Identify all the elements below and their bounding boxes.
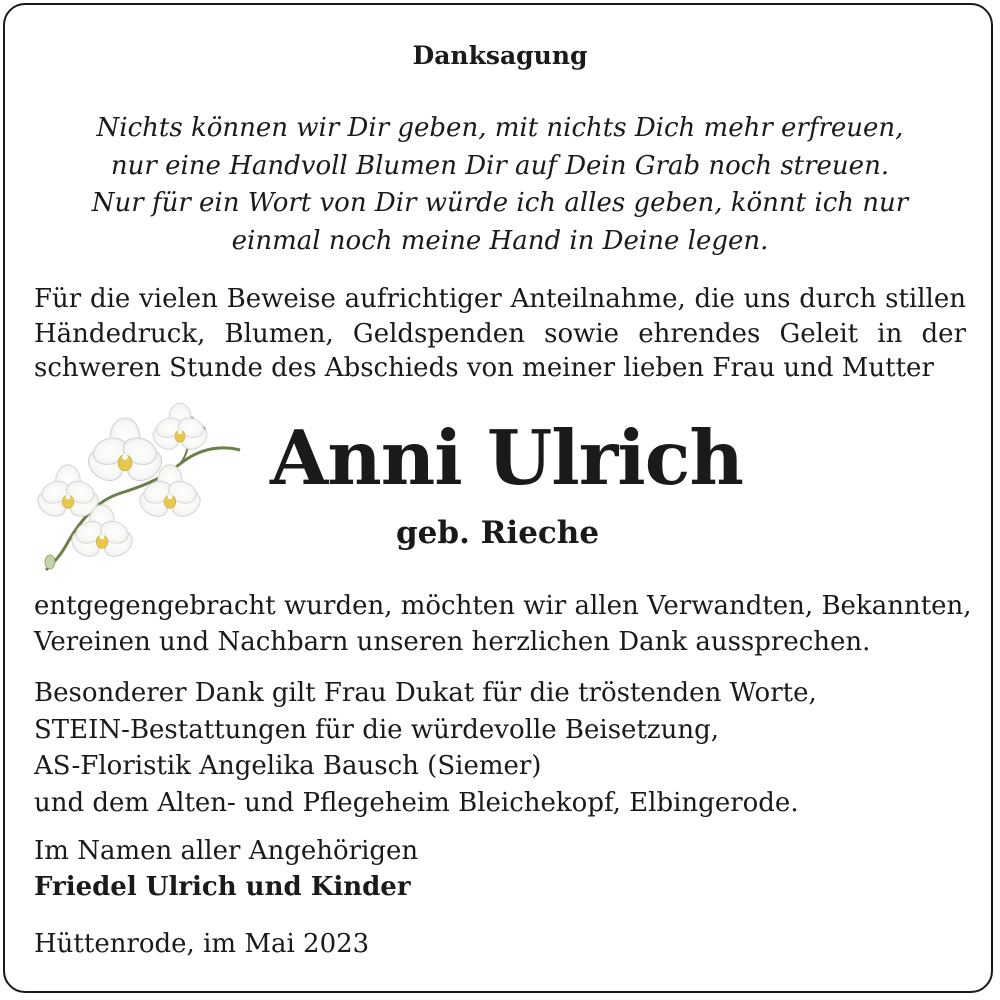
poem-line: einmal noch meine Hand in Deine legen. [231, 225, 769, 256]
special-thanks-line: STEIN-Bestattungen für die würdevolle Beisetzung, [34, 714, 719, 745]
poem-line: Nur für ein Wort von Dir würde ich alles geben, könnt ich nur [91, 188, 909, 218]
place-date: Hüttenrode, im Mai 2023 [34, 929, 370, 959]
thanks-line: entgegengebracht wurden, möchten wir allen Verwandten, Bekannten, [34, 591, 972, 621]
intro-line: schweren Stunde des Abschieds von meiner lieben Frau und Mutter [34, 353, 934, 383]
special-thanks-paragraph [34, 675, 966, 821]
signature-names: Friedel Ulrich und Kinder [34, 872, 411, 902]
signature-line: Im Namen aller Angehörigen [34, 836, 419, 866]
special-thanks-line: Besonderer Dank gilt Frau Dukat für die tröstenden Worte, [34, 678, 817, 708]
orchid-image [30, 392, 245, 577]
poem-line: Nichts können wir Dir geben, mit nichts Dich mehr erfreuen, [96, 113, 904, 143]
intro-line: Für die vielen Beweise aufrichtiger Anteilnahme, die uns durch stillen [34, 284, 966, 314]
special-thanks-line: und dem Alten- und Pflegeheim Bleichekopf, Elbingerode. [34, 787, 799, 818]
poem [0, 110, 1000, 260]
poem-line: nur eine Handvoll Blumen Dir auf Dein Grab noch streuen. [110, 150, 890, 181]
thanks-paragraph [34, 588, 972, 660]
notice-heading: Danksagung [412, 41, 588, 70]
thanks-line: Vereinen und Nachbarn unseren herzlichen Dank aussprechen. [34, 627, 871, 657]
special-thanks-line: AS-Floristik Angelika Bausch (Siemer) [34, 751, 542, 781]
signature-block [34, 833, 966, 905]
intro-paragraph [34, 282, 966, 386]
deceased-name: Anni Ulrich [270, 414, 743, 502]
maiden-name: geb. Rieche [396, 515, 600, 551]
intro-line: Händedruck, Blumen, Geldspenden sowie ehrendes Geleit in der [34, 318, 966, 349]
